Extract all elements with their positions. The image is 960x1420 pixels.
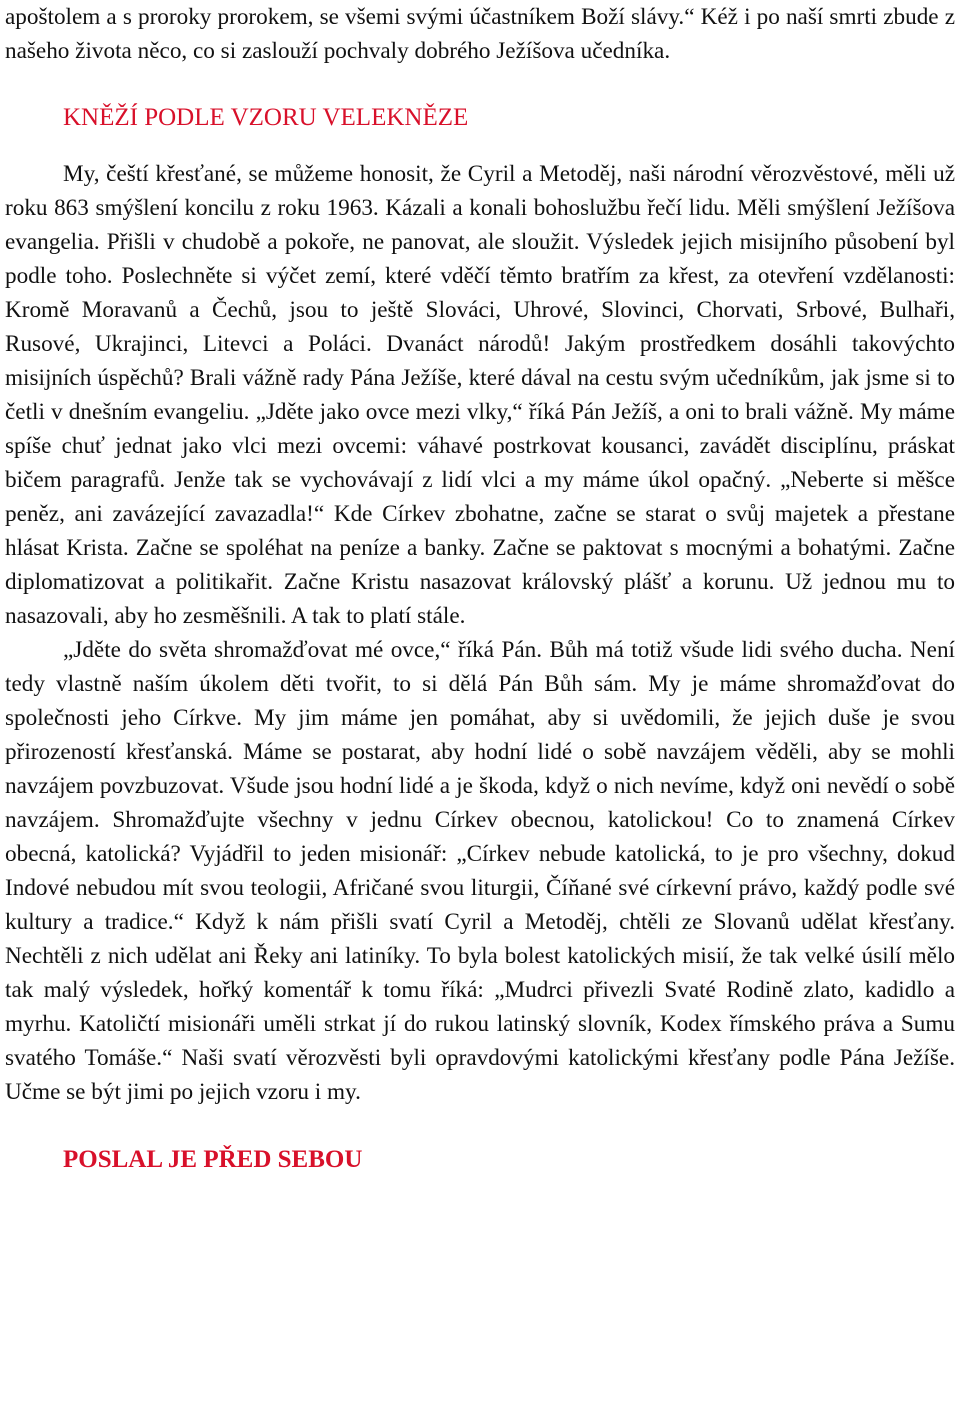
- section-heading-poslal: POSLAL JE PŘED SEBOU: [63, 1146, 363, 1173]
- document-page: [5, 0, 955, 1177]
- body-paragraph-2: „Jděte do světa shromažďovat mé ovce,“ říká Pán. Bůh má totiž všude lidi svého ducha. Není tedy vlastně naším úkolem děti tvořit, to si dělá Pán Bůh sám. My je máme shromažďovat do společnosti jeho Církve. My jim máme jen pomáhat, aby si uvědomili, že jejich duše je svou přirozeností křesťanská. Máme se postarat, aby hodní lidé o sobě navzájem věděli, aby se mohli navzájem povzbuzovat. Všude jsou hodní lidé a je škoda, když o nich nevíme, když oni nevědí o sobě navzájem. Shromažďujte všechny v jednu Církev obecnou, katolickou! Co to znamená Církev obecná, katolická? Vyjádřil to jeden misionář: „Církev nebude katolická, to je pro všechny, dokud Indové nebudou mít svou teologii, Afričané svou liturgii, Číňané své církevní právo, každý podle své kultury a tradice.“ Když k nám přišli svatí Cyril a Metoděj, chtěli ze Slovanů udělat křesťany. Nechtěli z nich udělat ani Řeky ani latiníky. To byla bolest katolických misií, že tak velké úsilí mělo tak malý výsledek, hořký komentář k tomu říká: „Mudrci přivezli Svaté Rodině zlato, kadidlo a myrhu. Katoličtí misionáři uměli strkat jí do rukou latinský slovník, Kodex římského práva a Sumu svatého Tomáše.“ Naši svatí věrozvěsti byli opravdovými katolickými křesťany podle Pána Ježíše. Učme se být jimi po jejich vzoru i my.: [5, 637, 955, 1105]
- section-heading-kneezi: KNĚŽÍ PODLE VZORU VELEKNĚZE: [63, 104, 469, 131]
- body-paragraph-1: My, čeští křesťané, se můžeme honosit, že Cyril a Metoděj, naši národní věrozvěstové, měli už roku 863 smýšlení koncilu z roku 1963. Kázali a konali bohoslužbu řečí lidu. Měli smýšlení Ježíšova evangelia. Přišli v chudobě a pokoře, ne panovat, ale sloužit. Výsledek jejich misijního působení byl podle toho. Poslechněte si výčet zemí, které vděčí těmto bratřím za křest, za otevření vzdělanosti: Kromě Moravanů a Čechů, jsou to ještě Slováci, Uhrové, Slovinci, Chorvati, Srbové, Bulhaři, Rusové, Ukrajinci, Litevci a Poláci. Dvanáct národů! Jakým prostředkem dosáhli takovýchto misijních úspěchů? Brali vážně rady Pána Ježíše, které dával na cestu svým učedníkům, jak jsme si to četli v dnešním evangeliu. „Jděte jako ovce mezi vlky,“ říká Pán Ježíš, a oni to brali vážně. My máme spíše chuť jednat jako vlci mezi ovcemi: váhavé postrkovat kousanci, zavádět disciplínu, práskat bičem paragrafů. Jenže tak se vychovávají z lidí vlci a my máme úkol opačný. „Neberte si měšce peněz, ani zavázející zavazadla!“ Kde Církev zbohatne, začne se starat o svůj majetek a přestane hlásat Krista. Začne se spoléhat na peníze a banky. Začne se paktovat s mocnými a bohatými. Začne diplomatizovat a politikařit. Začne Kristu nasazovat královský plášť a korunu. Už jednou mu to nasazovali, aby ho zesměšnili. A tak to platí stále.: [5, 161, 955, 629]
- intro-paragraph: apoštolem a s proroky prorokem, se všemi svými účastníkem Boží slávy.“ Kéž i po naší smrti zbude z našeho života něco, co si zaslouží pochvaly dobrého Ježíšova učedníka.: [5, 4, 955, 64]
